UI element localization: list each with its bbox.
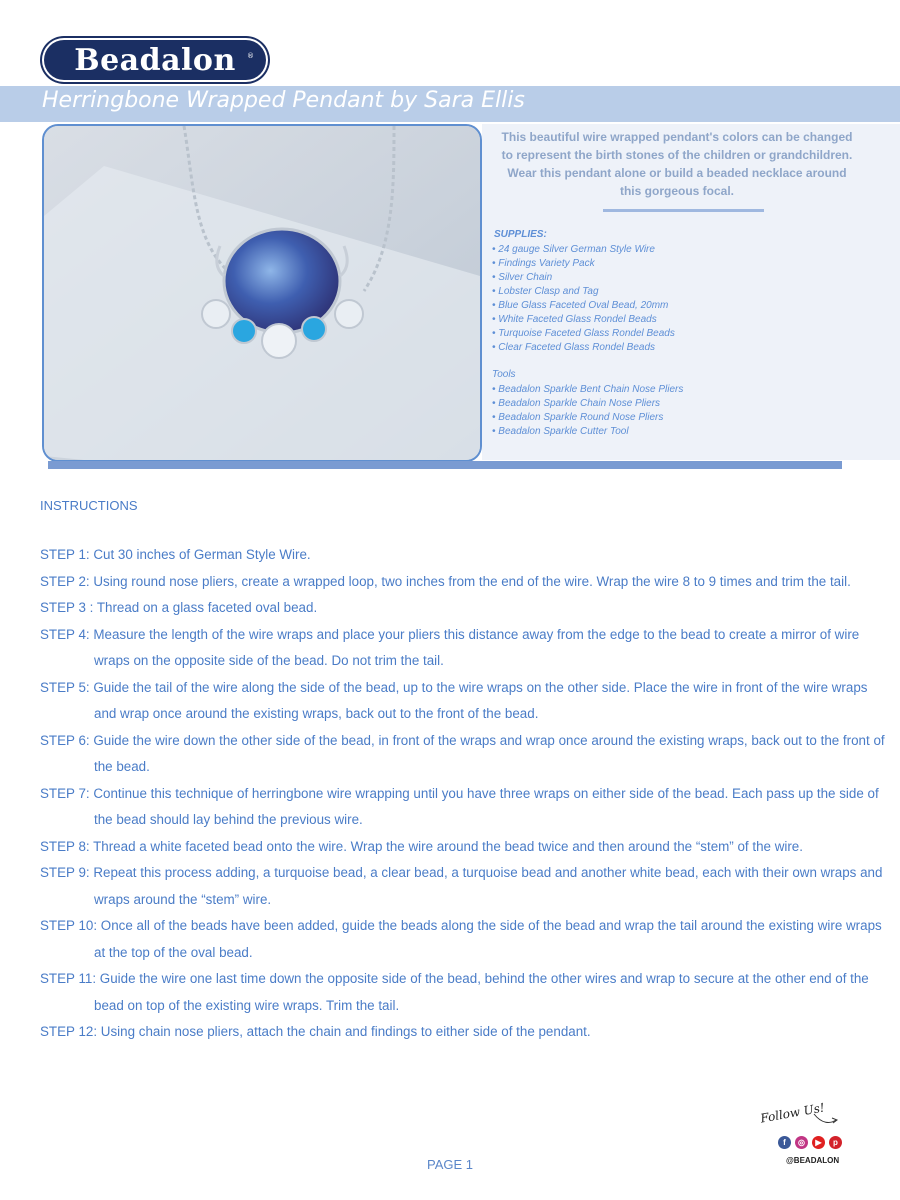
social-handle[interactable]: @BEADALON xyxy=(786,1156,840,1165)
intro-divider xyxy=(603,209,764,212)
registered-mark: ® xyxy=(247,52,254,60)
brand-logo xyxy=(42,38,268,82)
supplies-list xyxy=(492,243,675,355)
supply-item: • Findings Variety Pack xyxy=(492,257,675,271)
step-item: STEP 3 : Thread on a glass faceted oval bead. xyxy=(40,600,318,615)
supply-item: • White Faceted Glass Rondel Beads xyxy=(492,313,675,327)
tool-item: • Beadalon Sparkle Cutter Tool xyxy=(492,425,683,439)
instructions-heading: INSTRUCTIONS xyxy=(40,498,138,513)
tool-item: • Beadalon Sparkle Round Nose Pliers xyxy=(492,411,683,425)
pendant-illustration xyxy=(44,126,480,460)
supply-item: • Clear Faceted Glass Rondel Beads xyxy=(492,341,675,355)
youtube-icon[interactable]: ▶ xyxy=(812,1136,825,1149)
step-item: STEP 6: Guide the wire down the other side of the bead, in front of the wraps and wrap once around the existing wraps, back out to the front of the bead. xyxy=(40,732,885,774)
step-item: STEP 10: Once all of the beads have been added, guide the beads along the side of the bead and wrap the tail around the existing wire wraps at the top of the oval bead. xyxy=(40,918,882,960)
instruction-steps xyxy=(40,542,890,1046)
tools-heading: Tools xyxy=(492,369,516,380)
tool-item: • Beadalon Sparkle Chain Nose Pliers xyxy=(492,397,683,411)
step-item: STEP 7: Continue this technique of herringbone wire wrapping until you have three wraps on either side of the bead. Each pass up the side of the bead should lay behind the previous wire. xyxy=(40,785,879,827)
pendant-photo xyxy=(42,124,482,462)
follow-us-text: Follow Us! xyxy=(759,1100,826,1126)
logo-text: Beadalon xyxy=(74,43,236,78)
step-item: STEP 12: Using chain nose pliers, attach the chain and findings to either side of the pendant. xyxy=(40,1024,591,1039)
section-divider xyxy=(48,461,842,469)
facebook-icon[interactable]: f xyxy=(778,1136,791,1149)
step-item: STEP 5: Guide the tail of the wire along the side of the bead, up to the wire wraps on the other side. Place the wire in front of the wire wraps and wrap once around the existing wraps, back out to the front of the bead. xyxy=(40,679,868,721)
tools-list xyxy=(492,383,683,439)
step-item: STEP 1: Cut 30 inches of German Style Wire. xyxy=(40,547,311,562)
step-item: STEP 9: Repeat this process adding, a turquoise bead, a clear bead, a turquoise bead and another white bead, each with their own wraps and wraps around the “stem” wire. xyxy=(40,865,883,907)
social-links xyxy=(778,1136,842,1149)
tool-item: • Beadalon Sparkle Bent Chain Nose Pliers xyxy=(492,383,683,397)
title-band xyxy=(0,86,900,122)
step-item: STEP 8: Thread a white faceted bead onto the wire. Wrap the wire around the bead twice and then around the “stem” of the wire. xyxy=(40,838,803,854)
supply-item: • Lobster Clasp and Tag xyxy=(492,285,675,299)
supply-item: • 24 gauge Silver German Style Wire xyxy=(492,243,675,257)
instagram-icon[interactable]: ◎ xyxy=(795,1136,808,1149)
page-number: PAGE 1 xyxy=(426,1157,473,1172)
intro-text: This beautiful wire wrapped pendant's colors can be changed to represent the birth stones of the children or grandchildren. Wear this pendant alone or build a beaded necklace around this gorgeous focal. xyxy=(501,130,853,198)
pinterest-icon[interactable]: p xyxy=(829,1136,842,1149)
supplies-heading: SUPPLIES: xyxy=(494,229,547,240)
step-item: STEP 11: Guide the wire one last time down the opposite side of the bead, behind the other wires and wrap to secure at the other end of the bead on top of the existing wire wraps. Trim the tail. xyxy=(40,971,869,1013)
supply-item: • Silver Chain xyxy=(492,271,675,285)
step-item: STEP 4: Measure the length of the wire wraps and place your pliers this distance away from the edge to the bead to create a mirror of wire wraps on the opposite side of the bead. Do not trim the tail. xyxy=(40,626,860,668)
page-title: Herringbone Wrapped Pendant by Sara Ellis xyxy=(42,88,525,113)
supply-item: • Turquoise Faceted Glass Rondel Beads xyxy=(492,327,675,341)
step-item: STEP 2: Using round nose pliers, create a wrapped loop, two inches from the end of the wire. Wrap the wire 8 to 9 times and trim the tail. xyxy=(40,573,851,589)
supply-item: • Blue Glass Faceted Oval Bead, 20mm xyxy=(492,299,675,313)
curved-arrow-icon xyxy=(812,1112,840,1126)
